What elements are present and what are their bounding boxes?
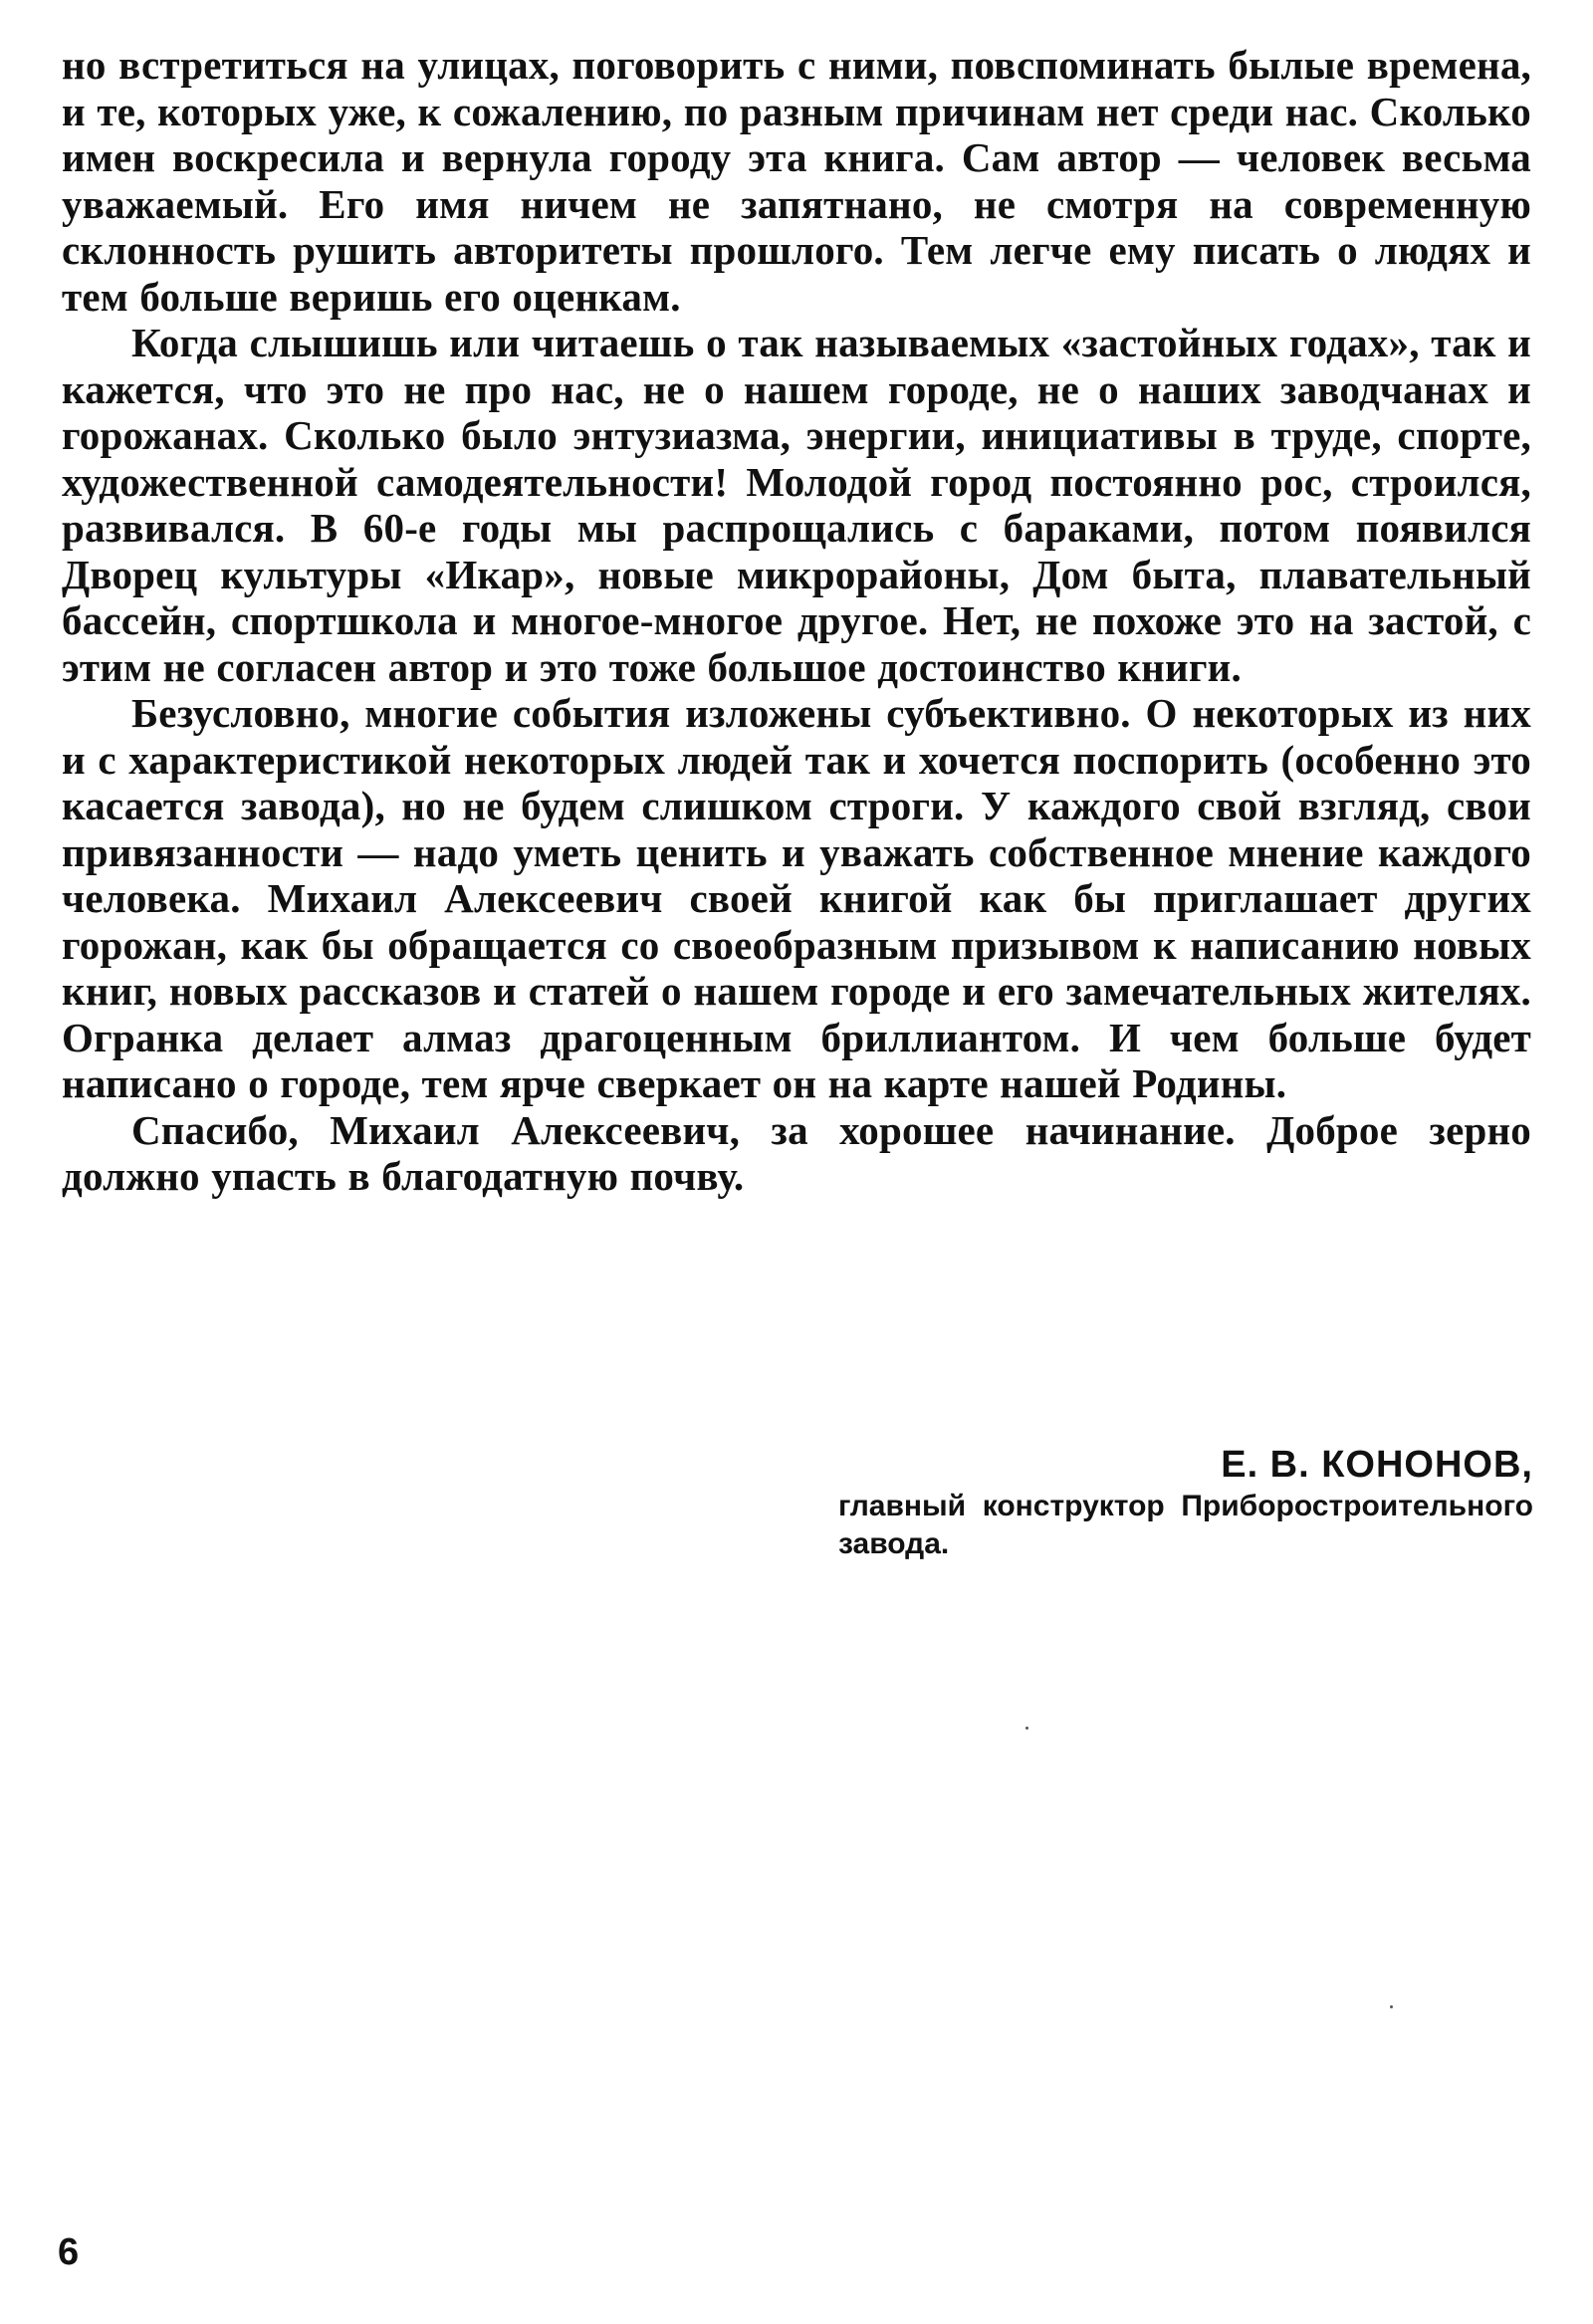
author-name: Е. В. КОНОНОВ, bbox=[1221, 1444, 1533, 1486]
print-speck bbox=[1025, 1727, 1028, 1730]
paragraph-2: Когда слышишь или читаешь о так называемых «застойных годах», так и кажется, что это не про нас, не о нашем городе, не о наших заводчанах и горожанах. Сколько было энтузиазма, энергии, инициативы в труде, спорте, художественной самодеятельности! Молодой город постоянно рос, строился, развивался. В 60-е годы мы распрощались с бараками, потом появился Дворец культуры «Икар», новые микрорайоны, Дом быта, плавательный бассейн, спортшкола и многое-многое другое. Нет, не похоже это на застой, с этим не согласен автор и это тоже большое достоинство книги. bbox=[62, 320, 1531, 690]
print-speck bbox=[1390, 2005, 1393, 2008]
page-number: 6 bbox=[58, 2231, 80, 2273]
paragraph-1: но встретиться на улицах, поговорить с ними, повспоминать былые времена, и те, которых уже, к сожалению, по разным причинам нет среди нас. Сколько имен воскресила и вернула городу эта книга. Сам автор — человек весьма уважаемый. Его имя ничем не запятнано, не смотря на современную склонность рушить авторитеты прошлого. Тем легче ему писать о людях и тем больше веришь его оценкам. bbox=[62, 42, 1531, 320]
paragraph-3: Безусловно, многие события изложены субъективно. О некоторых из них и с характеристикой некоторых людей так и хочется поспорить (особенно это касается завода), но не будем слишком строги. У каждого свой взгляд, свои привязанности — надо уметь ценить и уважать собственное мнение каждого человека. Михаил Алексеевич своей книгой как бы приглашает других горожан, как бы обращается со своеобразным призывом к написанию новых книг, новых рассказов и статей о нашем городе и его замечательных жителях. Огранка делает алмаз драгоценным бриллиантом. И чем больше будет написано о городе, тем ярче сверкает он на карте нашей Родины. bbox=[62, 690, 1531, 1106]
signature-block bbox=[836, 1442, 1533, 1563]
author-position: главный конструктор Приборостроительного завода. bbox=[838, 1490, 1533, 1560]
article-body bbox=[62, 42, 1531, 1200]
paragraph-4: Спасибо, Михаил Алексеевич, за хорошее начинание. Доброе зерно должно упасть в благодатную почву. bbox=[62, 1106, 1531, 1199]
